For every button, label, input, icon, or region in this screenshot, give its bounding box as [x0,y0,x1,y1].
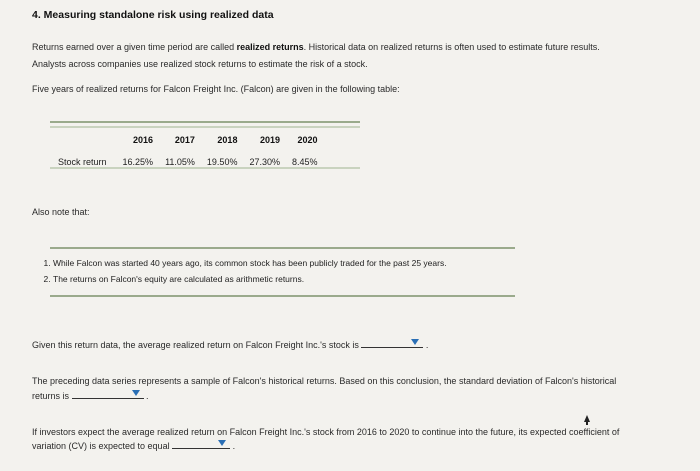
return-value: 11.05% [165,156,195,167]
intro-paragraph-line1: Returns earned over a given time period are called realized returns. Historical data on realized returns is often used to estimate future results. [32,42,600,52]
year-header: 2017 [174,134,195,145]
stock-return-label: Stock return [58,156,107,167]
table-intro: Five years of realized returns for Falcon Freight Inc. (Falcon) are given in the following table: [32,84,400,94]
list-item: 1. While Falcon was started 40 years ago, its common stock has been publicly traded for the past 25 years. [53,255,447,271]
also-note-label: Also note that: [32,207,90,217]
returns-table [52,130,324,171]
year-header: 2018 [217,134,238,145]
notes-bottom-rule [50,295,515,297]
return-value: 19.50% [206,156,238,167]
question-cv-line2: variation (CV) is expected to equal . [32,438,235,455]
year-header: 2019 [259,134,280,145]
year-header: 2020 [297,134,318,145]
dropdown-arrow-icon [218,440,226,446]
notes-list [38,255,447,287]
std-dev-dropdown[interactable] [72,388,144,399]
notes-top-rule [50,247,515,249]
question-title: 4. Measuring standalone risk using realized data [32,9,274,21]
dropdown-arrow-icon [411,339,419,345]
realized-returns-term: realized returns [236,42,304,52]
question-std-dev-line2: returns is . [32,388,149,405]
intro-paragraph-line2: Analysts across companies use realized stock returns to estimate the risk of a stock. [32,59,368,69]
table-bottom-rule [50,167,360,169]
header-empty [52,130,117,150]
dropdown-arrow-icon [132,390,140,396]
question-average-return: Given this return data, the average realized return on Falcon Freight Inc.'s stock is . [32,337,428,354]
cv-dropdown[interactable] [172,438,230,449]
average-return-dropdown[interactable] [361,337,423,348]
table-top-rule [50,121,360,123]
table-top-rule-2 [50,126,360,128]
table-header-row [52,130,324,150]
list-item: 2. The returns on Falcon's equity are calculated as arithmetic returns. [53,271,447,287]
question-std-dev-line1: The preceding data series represents a sample of Falcon's historical returns. Based on this conclusion, the standard deviation of Falcon's historical [32,376,617,386]
return-value: 16.25% [122,156,154,167]
question-cv-line1: If investors expect the average realized return on Falcon Freight Inc.'s stock from 2016 to 2020 to continue into the future, its expected coefficient of [32,427,620,437]
return-value: 27.30% [249,156,280,167]
year-header: 2016 [133,134,154,145]
return-value: 8.45% [291,156,318,167]
